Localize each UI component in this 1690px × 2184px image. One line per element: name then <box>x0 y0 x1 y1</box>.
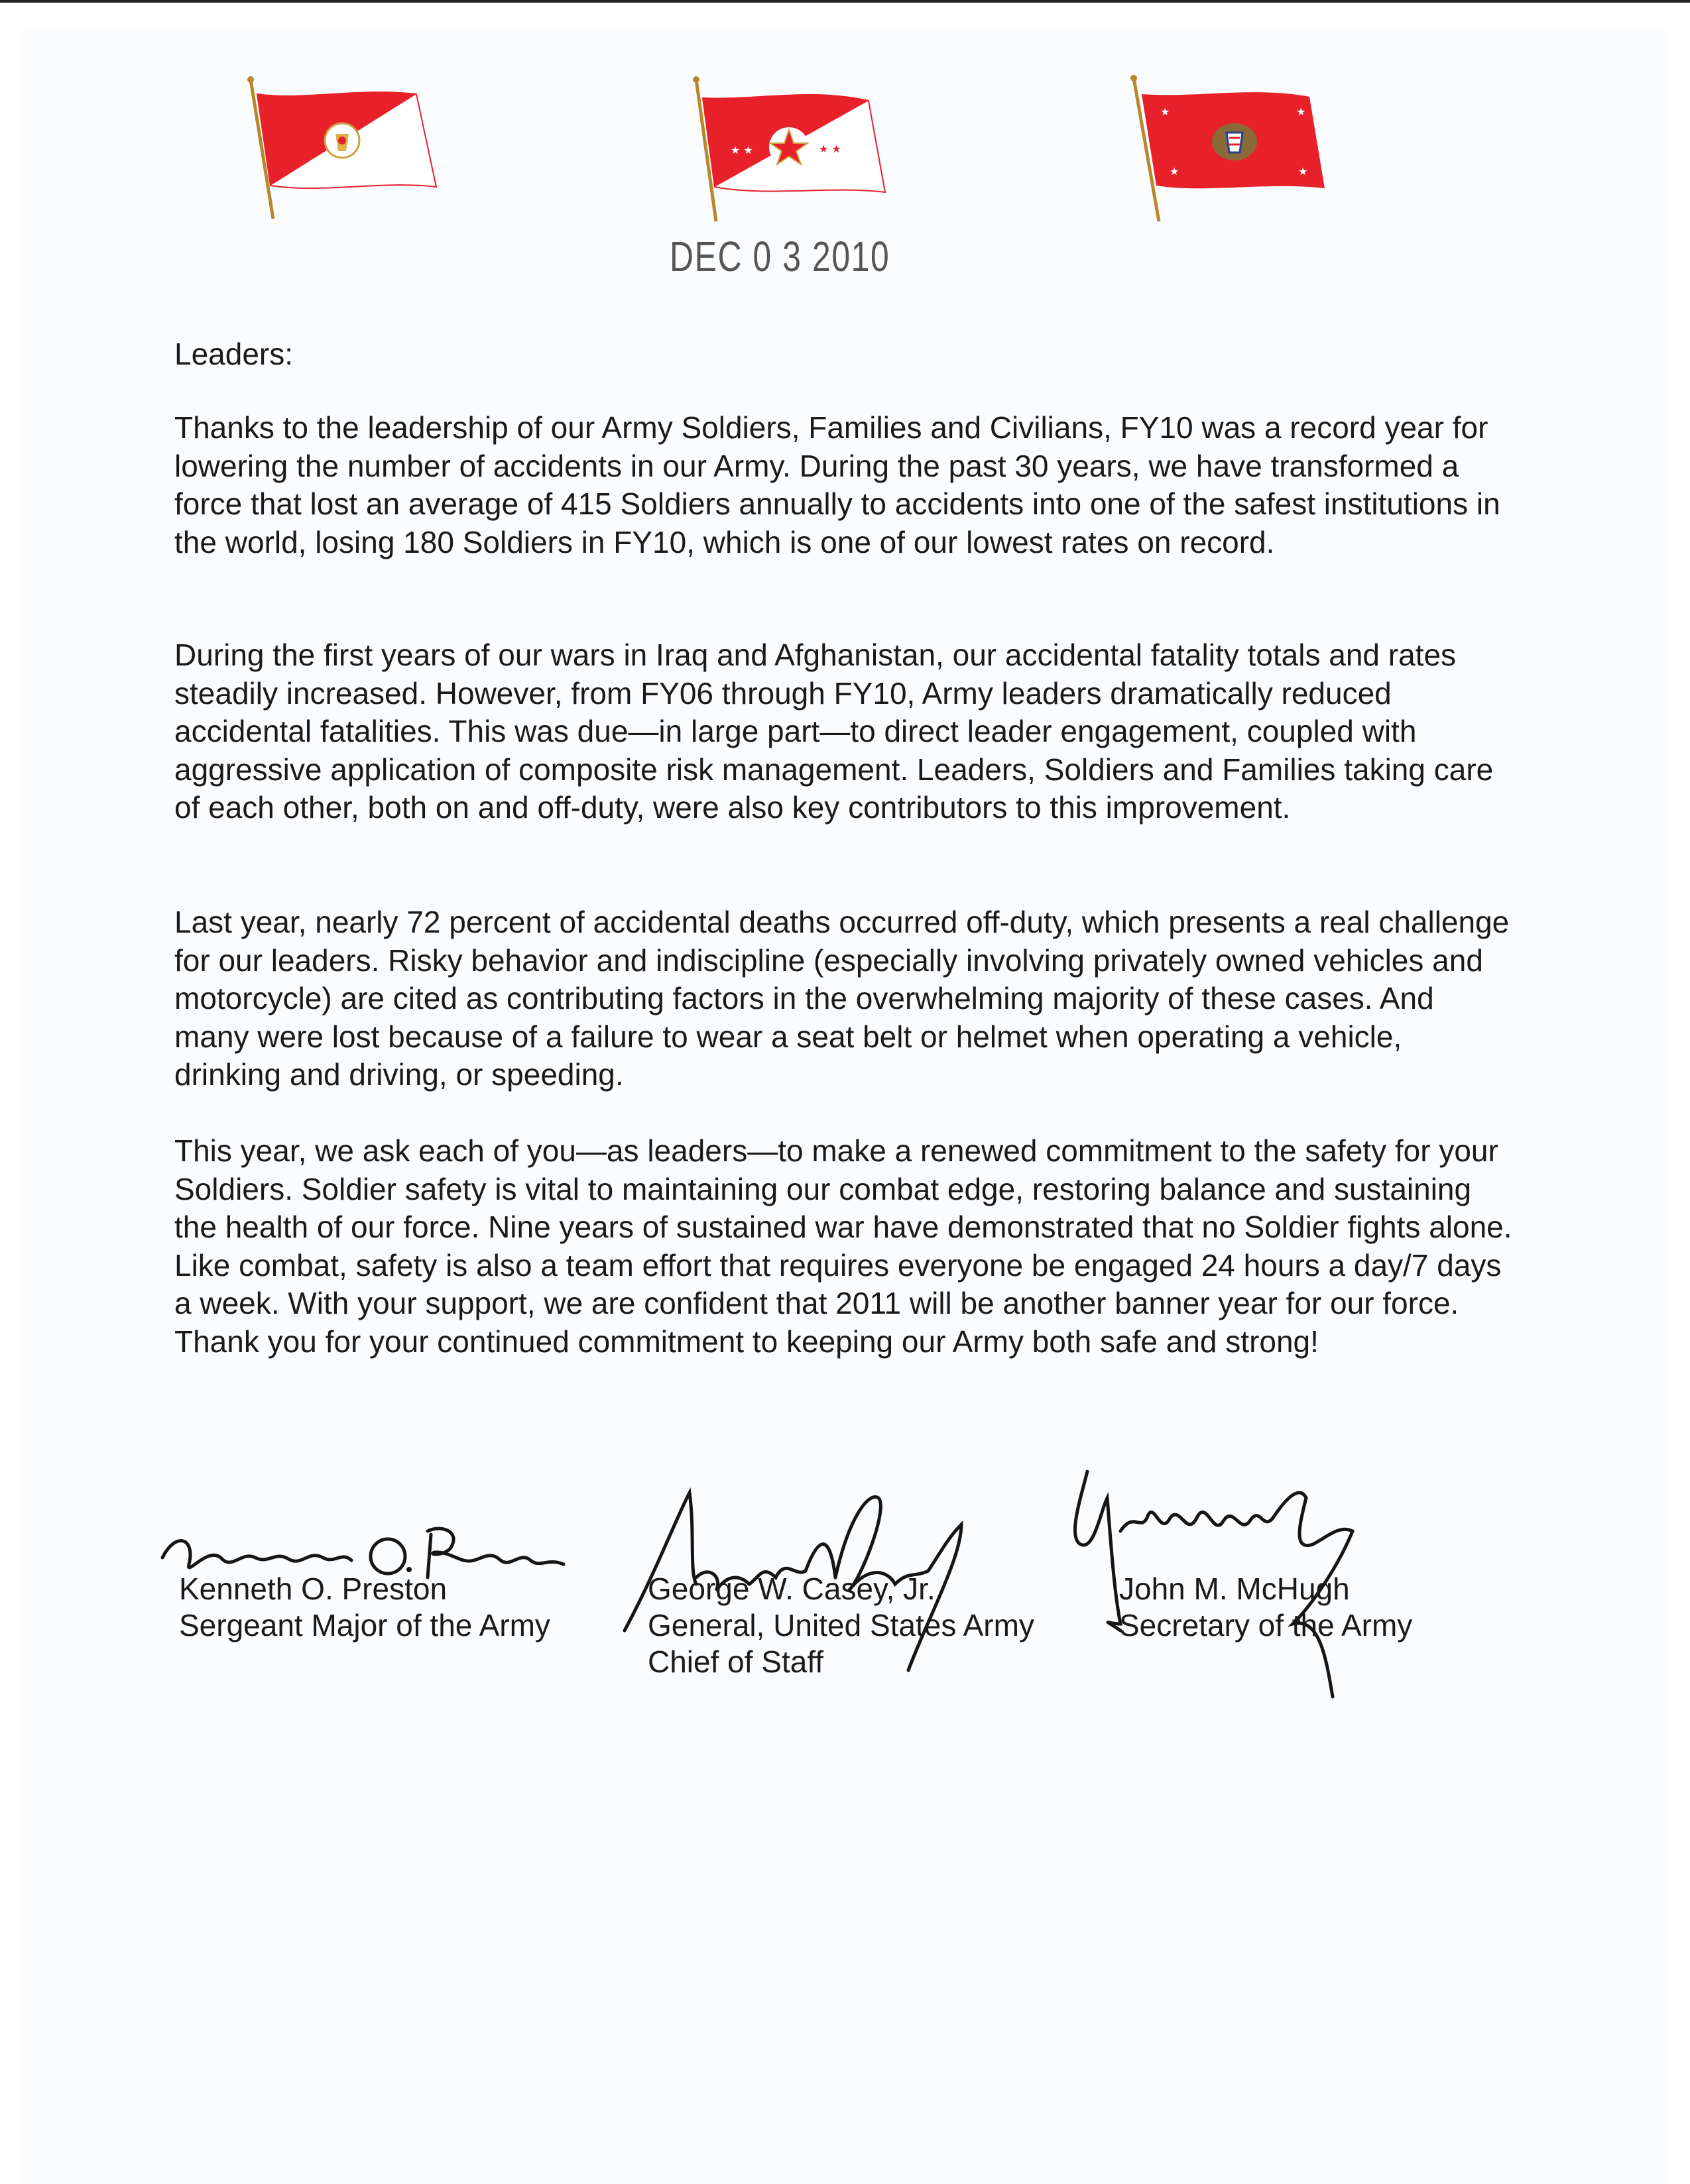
secretary-of-army-flag-icon <box>1127 74 1333 227</box>
paragraph-2: During the first years of our wars in Iraq and Afghanistan, our accidental fatality totals and rates steadily increased. However, from FY06 through FY10, Army leaders dramatically reduced accidental fatalities. This was due—in large part—to direct leader engagement, coupled with aggressive application of composite risk management. Leaders, Soldiers and Families taking care of each other, both on and off-duty, were also key contributors to this improvement. <box>174 638 1494 825</box>
svg-text:★ ★: ★ ★ <box>819 143 841 155</box>
svg-text:★: ★ <box>1298 165 1308 178</box>
paragraph-3: Last year, nearly 72 percent of accidental deaths occurred off-duty, which presents a real challenge for our leaders. Risky behavior and indiscipline (especially involving privately owned vehicles and motorcycle) are cited as contributing factors in the overwhelming majority of these cases. And many were lost because of a failure to wear a seat belt or helmet when operating a vehicle, drinking and driving, or speeding. <box>174 905 1510 1092</box>
signatory-title: Secretary of the Army <box>1119 1608 1413 1642</box>
salutation: Leaders: <box>174 337 294 371</box>
signatory-title-2: Chief of Staff <box>648 1644 824 1679</box>
signatory-preston <box>179 1571 550 1644</box>
chief-of-staff-flag-icon <box>690 74 895 227</box>
paragraph-1: Thanks to the leadership of our Army Soldiers, Families and Civilians, FY10 was a record year for lowering the number of accidents in our Army. During the past 30 years, we have transformed a force that lost an average of 415 Soldiers annually to accidents into one of the safest institutions in the world, losing 180 Soldiers in FY10, which is one of our lowest rates on record. <box>174 410 1500 559</box>
paragraph-4: This year, we ask each of you—as leaders—to make a renewed commitment to the safety for your Soldiers. Soldier safety is vital to maintaining our combat edge, restoring balance and sustaining the health of our force. Nine years of sustained war have demonstrated that no Soldier fights alone. Like combat, safety is also a team effort that requires everyone be engaged 24 hours a day/7 days a week. With your support, we are confident that 2011 will be another banner year for our force. Thank you for your continued commitment to keeping our Army both safe and strong! <box>174 1133 1512 1359</box>
signatory-name: Kenneth O. Preston <box>179 1572 448 1606</box>
svg-text:★: ★ <box>1170 165 1179 178</box>
signatory-name: John M. McHugh <box>1119 1572 1350 1606</box>
svg-text:★: ★ <box>1296 105 1306 118</box>
svg-text:★ ★: ★ ★ <box>731 144 753 156</box>
signatory-casey <box>648 1571 1034 1680</box>
signatory-mchugh <box>1119 1571 1412 1644</box>
signatory-title: Sergeant Major of the Army <box>179 1608 550 1642</box>
signatory-title: General, United States Army <box>648 1608 1034 1642</box>
signatory-name: George W. Casey, Jr. <box>648 1572 936 1606</box>
svg-text:★: ★ <box>1160 105 1170 118</box>
top-border <box>0 0 1690 3</box>
sergeant-major-flag-icon <box>244 74 443 227</box>
date-stamp: DEC 0 3 2010 <box>670 233 890 280</box>
